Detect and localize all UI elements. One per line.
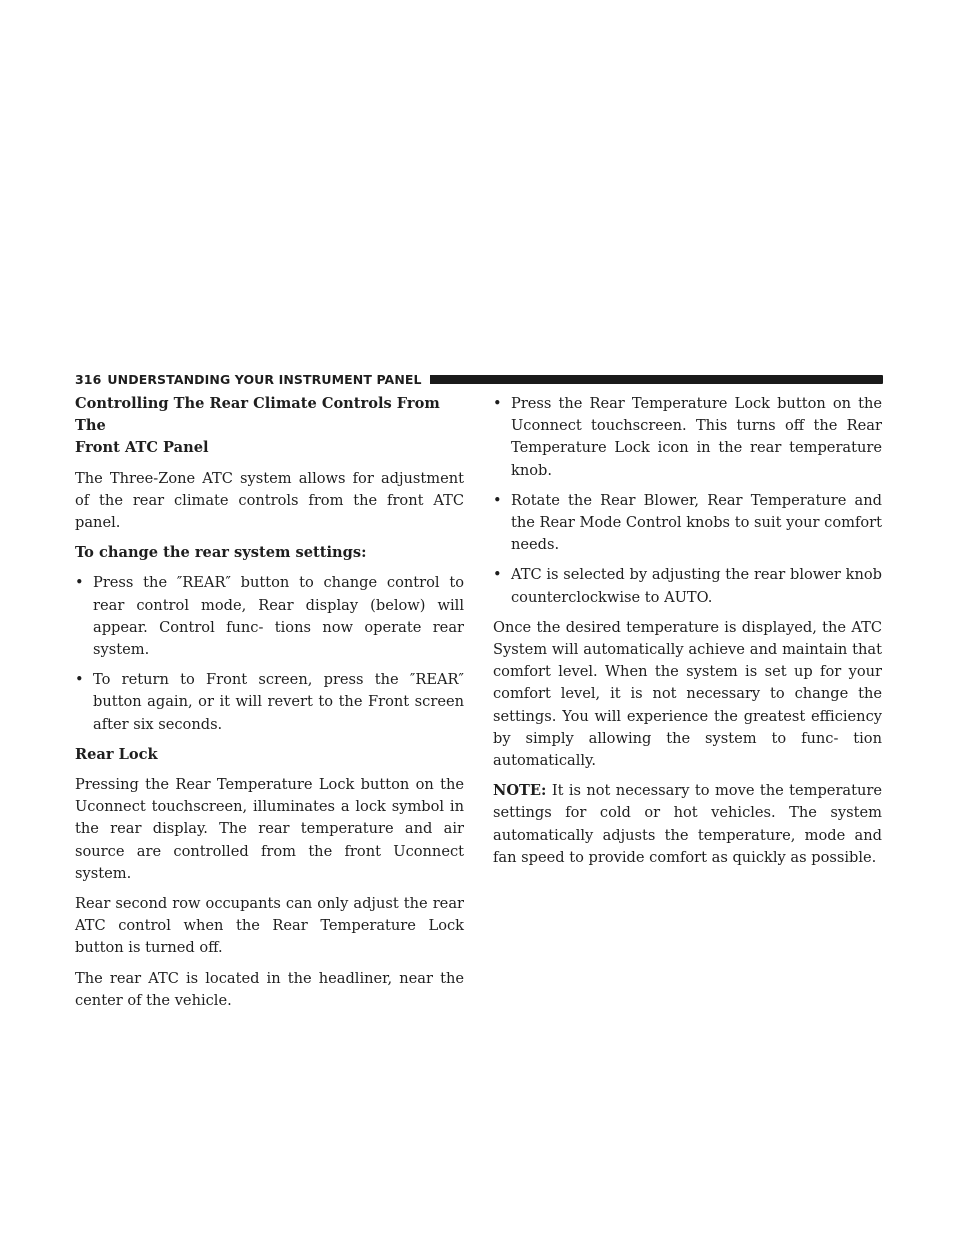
header-rule xyxy=(430,375,883,384)
intro-paragraph: The Three-Zone ATC system allows for adjustment of the rear climate controls from the front ATC panel. xyxy=(75,469,464,532)
paragraph: The rear ATC is located in the headliner, near the center of the vehicle. xyxy=(75,969,464,1009)
list-item-text: To return to Front screen, press the ″REAR″ button again, or it will revert to the Front screen after six seconds. xyxy=(93,671,464,733)
list-item xyxy=(75,572,464,661)
list-item xyxy=(75,669,464,736)
note-label: NOTE: xyxy=(493,782,547,800)
right-column xyxy=(493,393,882,877)
page-number: 316 xyxy=(75,371,102,387)
paragraph: Once the desired temperature is displayed, the ATC System will automatically achieve and maintain that comfort level. When the system is set up for your comfort level, it is not necessary to change the settings. You will experience the greatest efficiency by simply allowing the system to func- tion automatically. xyxy=(493,618,882,770)
bullet-icon: • xyxy=(75,671,84,689)
note-paragraph xyxy=(493,780,882,869)
section-heading-line1: Controlling The Rear Climate Controls From The xyxy=(75,395,440,435)
bullet-icon: • xyxy=(493,566,502,584)
bullet-icon: • xyxy=(493,491,502,509)
list-item xyxy=(493,490,882,557)
note-text: It is not necessary to move the temperature settings for cold or hot vehicles. The system automatically adjusts the temperature, mode and fan speed to provide comfort as quickly as possible. xyxy=(493,782,882,866)
list-item-text: Rotate the Rear Blower, Rear Temperature and the Rear Mode Control knobs to suit your comfort needs. xyxy=(511,491,882,554)
list-item-text: ATC is selected by adjusting the rear blower knob counterclockwise to AUTO. xyxy=(511,566,882,606)
list-item-text: Press the ″REAR″ button to change control to rear control mode, Rear display (below) will appear. Control func- tions now operate rear system. xyxy=(93,574,464,659)
list-item xyxy=(493,393,882,482)
subheading-rear-settings: To change the rear system settings: xyxy=(75,544,367,562)
left-column xyxy=(75,393,464,1020)
paragraph: Pressing the Rear Temperature Lock button on the Uconnect touchscreen, illuminates a lock symbol in the rear display. The rear temperature and air source are controlled from the front Uconnect system. xyxy=(75,776,464,882)
section-heading xyxy=(75,393,464,460)
subheading-rear-lock: Rear Lock xyxy=(75,745,158,763)
list-item xyxy=(493,564,882,608)
page-header xyxy=(75,372,883,386)
section-heading-line2: Front ATC Panel xyxy=(75,439,209,457)
bullet-icon: • xyxy=(493,395,502,412)
bullet-icon: • xyxy=(75,574,84,592)
list-item-text: Press the Rear Temperature Lock button on the Uconnect touchscreen. This turns off the Rear Temperature Lock icon in the rear temperature knob. xyxy=(511,395,882,479)
paragraph: Rear second row occupants can only adjust the rear ATC control when the Rear Temperature Lock button is turned off. xyxy=(75,895,464,957)
section-title: UNDERSTANDING YOUR INSTRUMENT PANEL xyxy=(107,371,422,387)
